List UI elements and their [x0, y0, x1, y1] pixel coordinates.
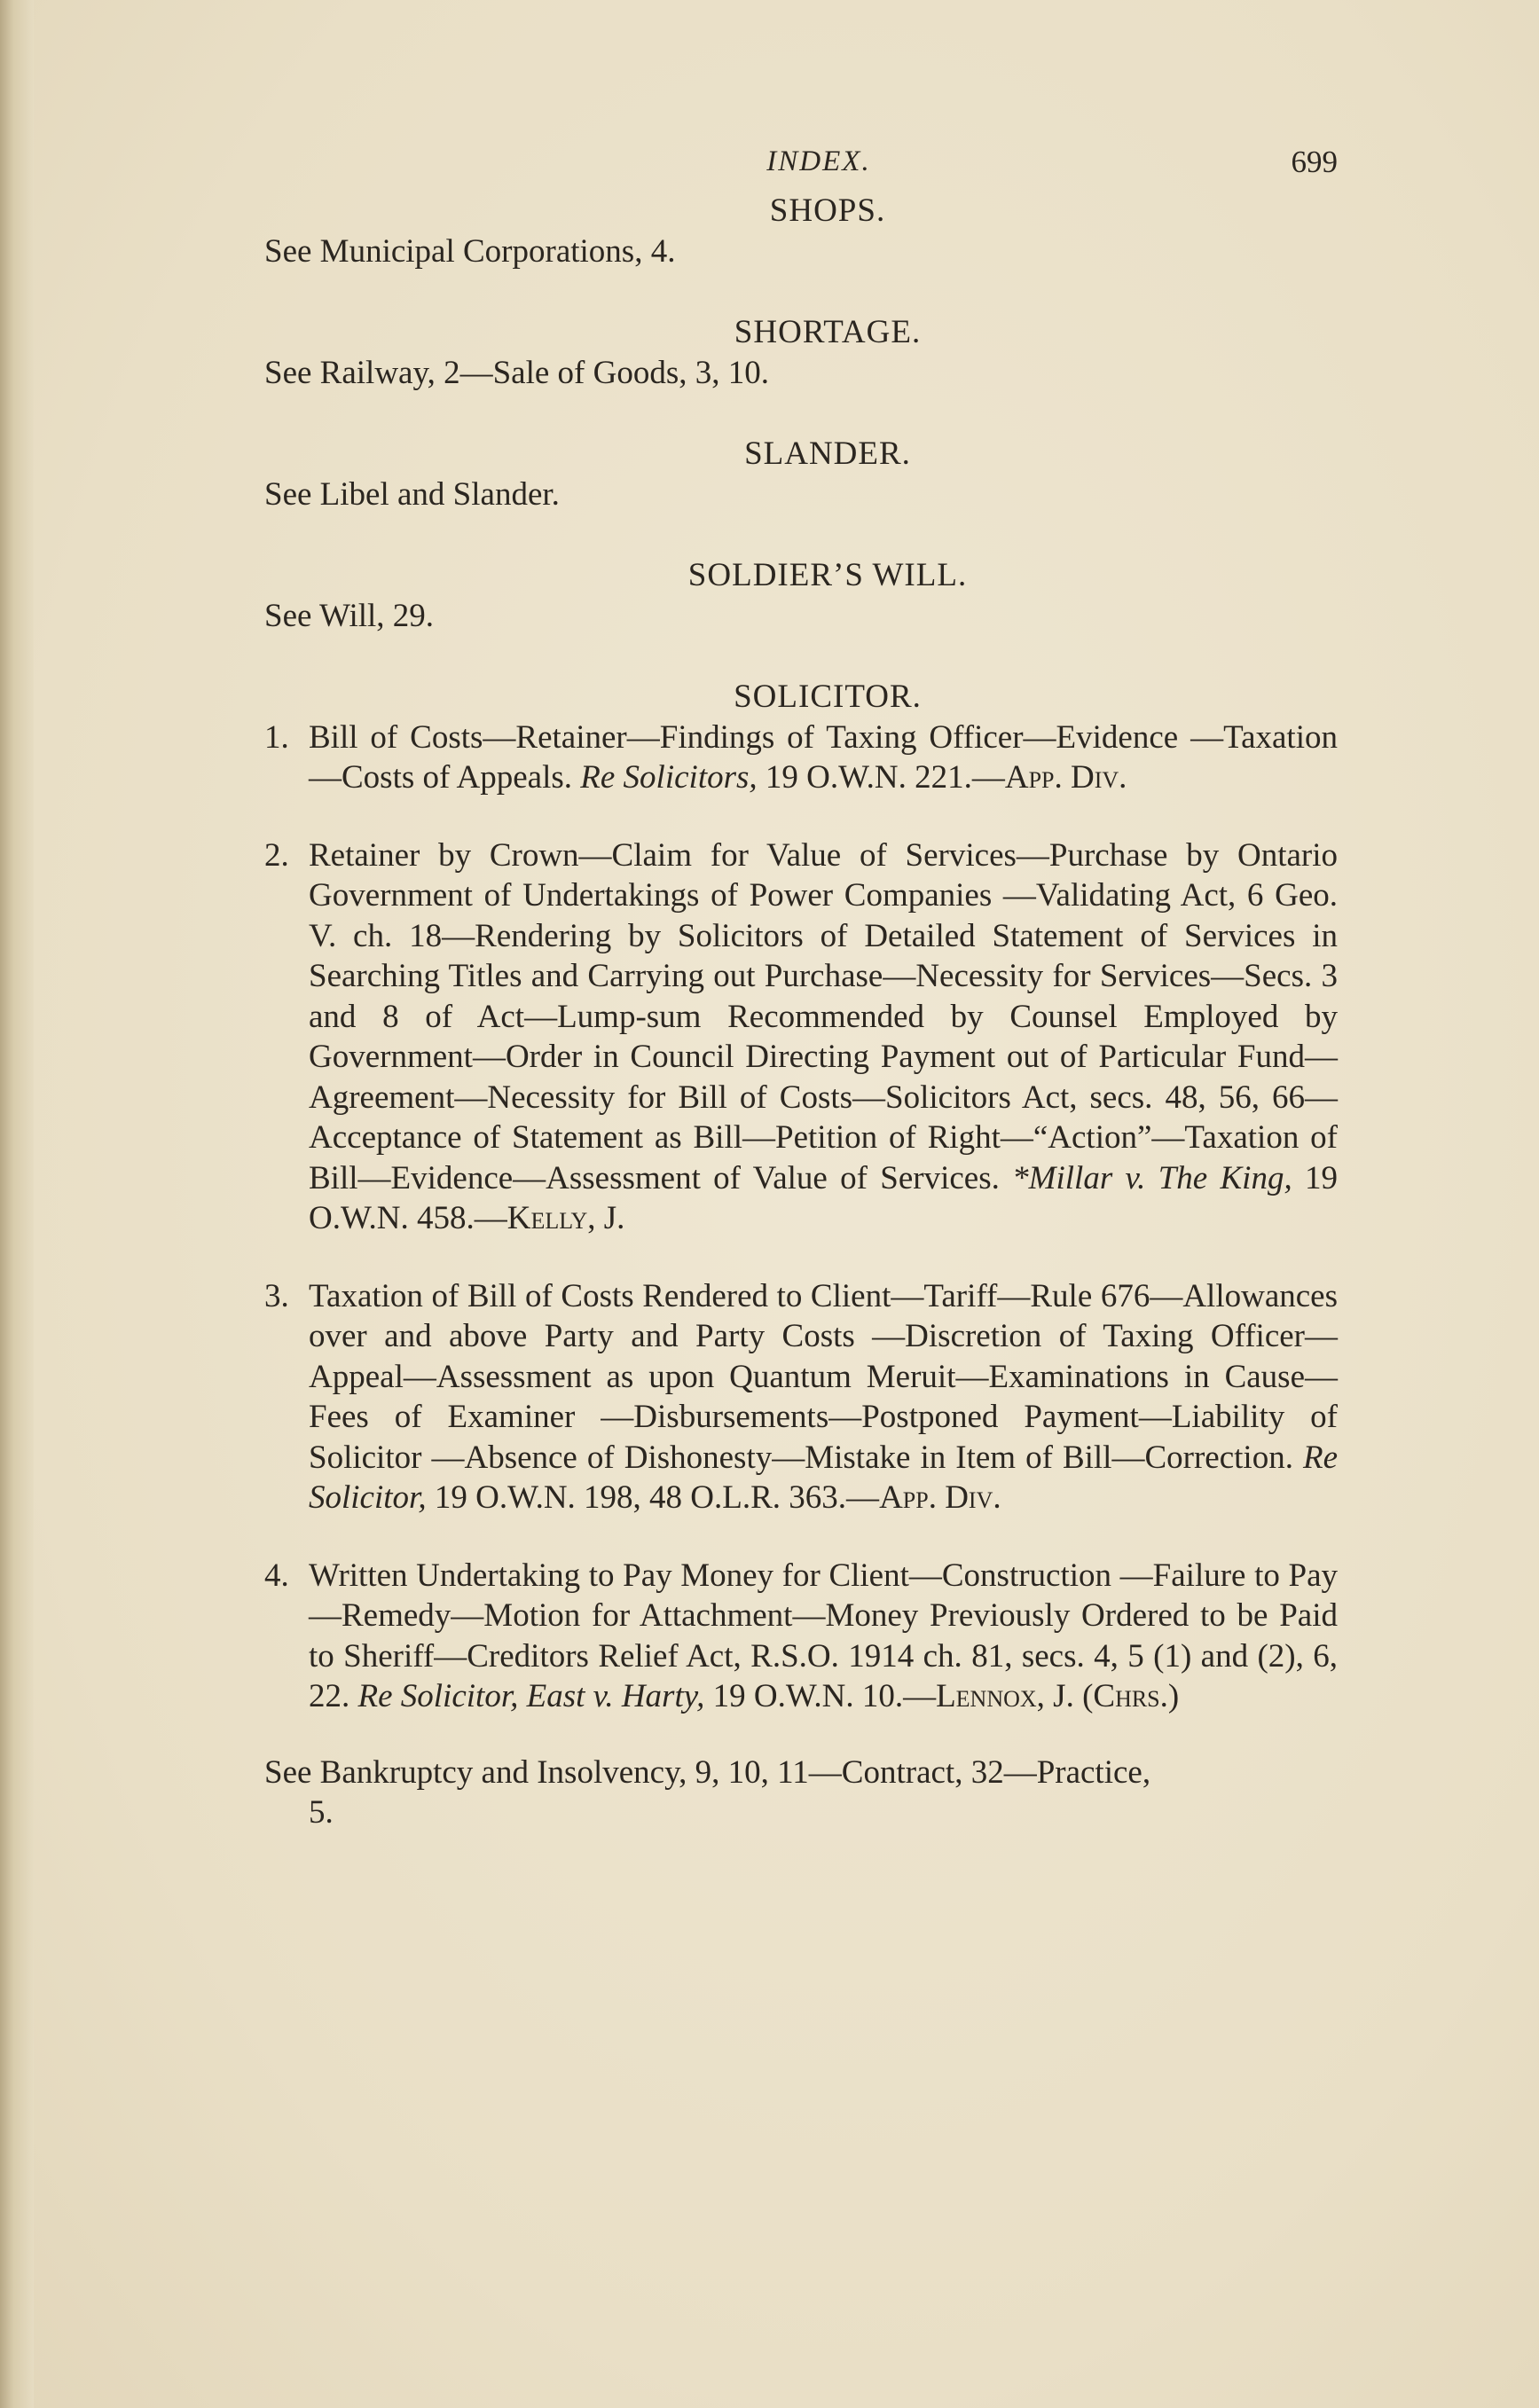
- index-entry: [264, 1556, 1338, 1717]
- section-heading: SHOPS.: [769, 192, 886, 229]
- entry-body: [309, 1556, 1338, 1717]
- case-name: Re Solicitors,: [580, 759, 758, 796]
- entry-body: [309, 835, 1338, 1239]
- case-citation: 19 O.W.N. 10.—: [712, 1678, 937, 1714]
- section-heading: SHORTAGE.: [734, 314, 922, 350]
- section-heading: SOLICITOR.: [734, 678, 922, 715]
- entry-text: Written Undertaking to Pay Money for Client—Construction —Failure to Pay—Remedy—Motion for Attachment—Money Previously Ordered to be Paid to Sheriff—Creditors Relief Act, R.S.O. 1914 ch. 81, secs. 4, 5 (1) and (2), 6, 22.: [309, 1557, 1338, 1714]
- index-text-block: [264, 142, 1338, 1833]
- entry-body: [309, 1276, 1338, 1518]
- section-heading: SLANDER.: [744, 435, 911, 472]
- entry-number: 2.: [264, 836, 289, 874]
- case-citation: 19 O.W.N. 221.—: [765, 759, 1005, 796]
- index-section-slander: [264, 434, 1338, 514]
- entry-body: [309, 718, 1338, 798]
- see-also-reference: [264, 1753, 1338, 1833]
- page-binding-edge: [0, 0, 34, 2408]
- court-name: App. Div.: [879, 1479, 1001, 1516]
- case-name: Re Solicitor,: [309, 1439, 1339, 1516]
- case-citation: 19 O.W.N. 458.—: [309, 1159, 1339, 1236]
- cross-reference: See Libel and Slander.: [264, 475, 560, 513]
- index-section-shortage: [264, 312, 1338, 393]
- index-entry: [264, 835, 1338, 1239]
- case-name: Re Solicitor, East v. Harty,: [357, 1678, 705, 1714]
- see-also-text: See Bankruptcy and Insolvency, 9, 10, 11—Contract, 32—Practice,: [264, 1753, 1151, 1791]
- court-name: Lennox, J. (Chrs.): [936, 1678, 1180, 1714]
- entry-number: 3.: [264, 1277, 289, 1314]
- running-head: [264, 142, 1338, 191]
- entry-number: 4.: [264, 1557, 289, 1594]
- case-citation: 19 O.W.N. 198, 48 O.L.R. 363.—: [434, 1479, 880, 1516]
- court-name: App. Div.: [1004, 759, 1127, 796]
- index-section-solicitor: [264, 677, 1338, 1833]
- cross-reference: See Municipal Corporations, 4.: [264, 232, 676, 270]
- entry-text: Taxation of Bill of Costs Rendered to Client—Tariff—Rule 676—Allowances over and above Party and Party Costs —Discretion of Taxing Officer—Appeal—Assessment as upon Quantum Meruit—Examinations in Cause—Fees of Examiner —Disbursements—Postponed Payment—Liability of Solicitor —Absence of Dishonesty—Mistake in Item of Bill—Correction.: [309, 1277, 1338, 1476]
- cross-reference: See Railway, 2—Sale of Goods, 3, 10.: [264, 354, 769, 391]
- index-entry: [264, 1276, 1338, 1518]
- index-section-shops: [264, 191, 1338, 271]
- see-also-continuation: 5.: [309, 1794, 334, 1831]
- entry-text: Retainer by Crown—Claim for Value of Services—Purchase by Ontario Government of Undertakings of Power Companies —Validating Act, 6 Geo. V. ch. 18—Rendering by Solicitors of Detailed Statement of Services in Searching Titles and Carrying out Purchase—Necessity for Services—Secs. 3 and 8 of Act—Lump-sum Recommended by Counsel Employed by Government—Order in Council Directing Payment out of Particular Fund—Agreement—Necessity for Bill of Costs—Solicitors Act, secs. 48, 56, 66—Acceptance of Statement as Bill—Petition of Right—“Action”—Taxation of Bill—Evidence—Assessment of Value of Services.: [309, 836, 1338, 1196]
- index-section-soldiers-will: [264, 555, 1338, 636]
- section-heading: SOLDIER’S WILL.: [687, 557, 968, 593]
- cross-reference: See Will, 29.: [264, 597, 435, 634]
- entry-number: 1.: [264, 718, 289, 756]
- page-number: 699: [1291, 145, 1338, 179]
- running-head-title: INDEX.: [766, 145, 871, 177]
- court-name: Kelly, J.: [506, 1200, 625, 1236]
- entry-text: Bill of Costs—Retainer—Findings of Taxing Officer—Evidence —Taxation—Costs of Appeals.: [309, 718, 1338, 796]
- case-name: *Millar v. The King,: [1012, 1159, 1292, 1196]
- index-entry: [264, 718, 1338, 798]
